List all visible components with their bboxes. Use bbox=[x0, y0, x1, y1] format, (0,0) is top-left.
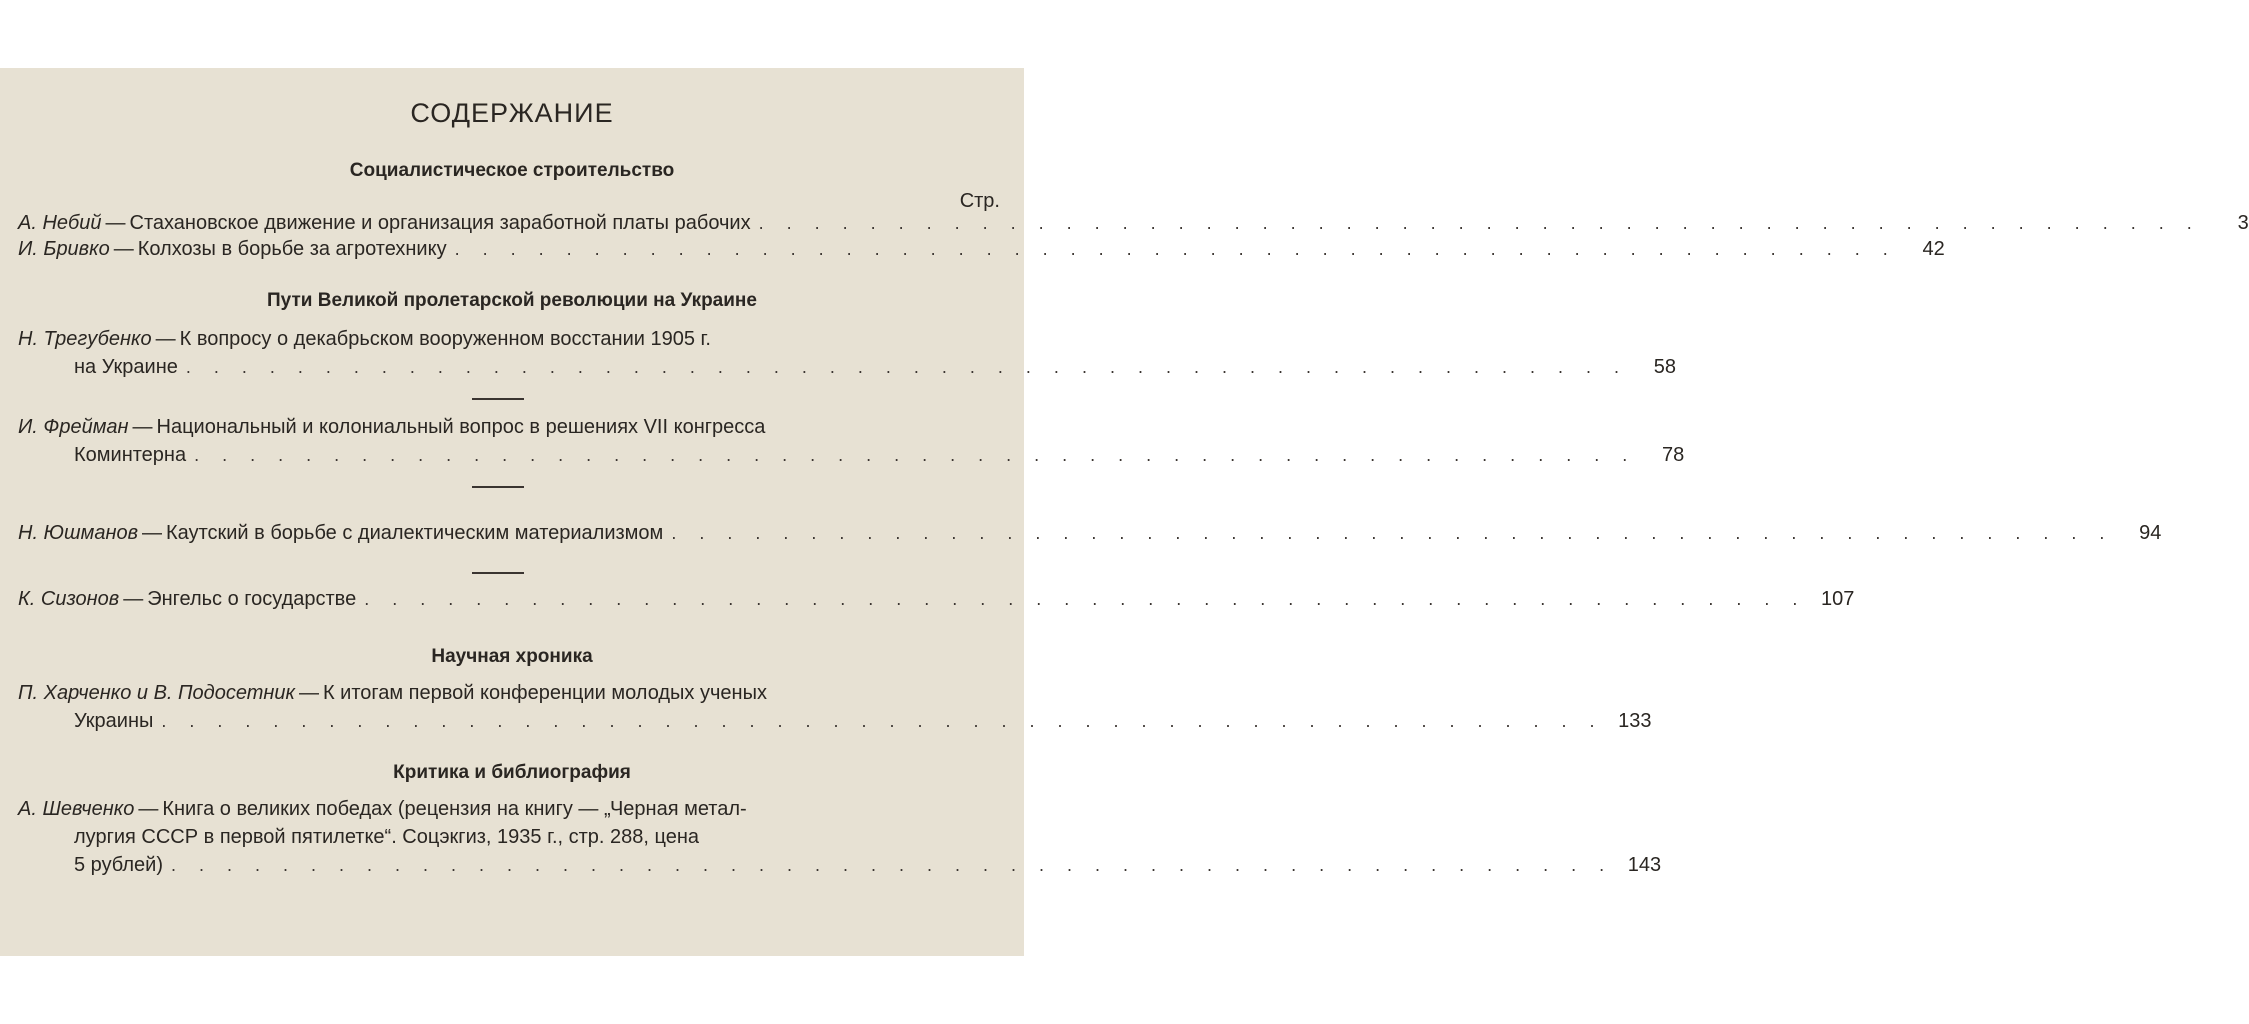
toc-entry: Н. Трегубенко — К вопросу о декабрьском вооруженном восстании 1905 г. на Украине . . . . . . . . . . . . . . . . . . . . . . . . . . . . . . . . . . . . . . . . . . . . . . . . . . . . 58 bbox=[18, 328, 1676, 378]
toc-entry: И. Фрейман — Национальный и колониальный вопрос в решениях VII конгресса Коминтерна . . . . . . . . . . . . . . . . . . . . . . . . . . . . . . . . . . . . . . . . . . . . . . . . . . . . 78 bbox=[18, 416, 1685, 466]
entry-page-number: 107 bbox=[1820, 588, 1855, 610]
section-heading-socialist-construction: Социалистическое строительство bbox=[349, 160, 675, 181]
entry-title-continued: лургия СССР в первой пятилетке“. Соцэкгиз, 1935 г., стр. 288, цена bbox=[74, 826, 700, 848]
entry-author: И. Бривко bbox=[18, 238, 110, 260]
separator-rule bbox=[472, 398, 524, 400]
leader-dots: . . . . . . . . . . . . . . . . . . . . . . . . . . . . . . . . . . . . . . . . . . . . . . . . . . . . bbox=[758, 213, 2201, 233]
entry-title: Национальный и колониальный вопрос в решениях VII конгресса bbox=[156, 416, 766, 438]
entry-title: Каутский в борьбе с диалектическим материализмом bbox=[166, 522, 664, 544]
entry-author: А. Небий bbox=[18, 212, 102, 234]
leader-dots: . . . . . . . . . . . . . . . . . . . . . . . . . . . . . . . . . . . . . . . . . . . . . . . . . . . . bbox=[671, 523, 2114, 543]
page-title: СОДЕРЖАНИЕ bbox=[410, 98, 614, 128]
separator-rule bbox=[472, 572, 524, 574]
entry-title: Книга о великих победах (рецензия на книгу — „Черная метал- bbox=[162, 798, 747, 820]
entry-title: Колхозы в борьбе за агротехнику bbox=[137, 238, 447, 260]
entry-page-number: 42 bbox=[1922, 238, 1945, 260]
entry-page-number: 3 bbox=[2237, 212, 2249, 234]
leader-dots: . . . . . . . . . . . . . . . . . . . . . . . . . . . . . . . . . . . . . . . . . . . . . . . . . . . . bbox=[194, 445, 1637, 465]
toc-entry: И. Бривко — Колхозы в борьбе за агротехнику . . . . . . . . . . . . . . . . . . . . . . . . . . . . . . . . . . . . . . . . . . . . . . . . . . . . 42 bbox=[18, 238, 1945, 260]
section-heading-scientific-chronicle: Научная хроника bbox=[431, 646, 593, 667]
entry-author: К. Сизонов bbox=[18, 588, 120, 610]
leader-dots: . . . . . . . . . . . . . . . . . . . . . . . . . . . . . . . . . . . . . . . . . . . . . . . . . . . . bbox=[364, 589, 1807, 609]
entry-page-number: 143 bbox=[1627, 854, 1662, 876]
toc-entry: А. Небий — Стахановское движение и организация заработной платы рабочих . . . . . . . . . . . . . . . . . . . . . . . . . . . . . . . . . . . . . . . . . . . . . . . . . . . . 3 bbox=[18, 212, 2249, 234]
toc-entry: Н. Юшманов — Каутский в борьбе с диалектическим материализмом . . . . . . . . . . . . . . . . . . . . . . . . . . . . . . . . . . . . . . . . . . . . . . . . . . . . 94 bbox=[18, 522, 2162, 544]
toc-entry: А. Шевченко — Книга о великих победах (рецензия на книгу — „Черная метал- лургия СССР в первой пятилетке“. Соцэкгиз, 1935 г., стр. 288, цена 5 рублей) . . . . . . . . . . . . . . . . . . . . . . . . . . . . . . . . . . . . . . . . . . . . . . . . . . . . 143 bbox=[18, 798, 1662, 876]
leader-dots: . . . . . . . . . . . . . . . . . . . . . . . . . . . . . . . . . . . . . . . . . . . . . . . . . . . . bbox=[454, 239, 1897, 259]
entry-author: Н. Юшманов bbox=[18, 522, 139, 544]
entry-author: А. Шевченко bbox=[18, 798, 135, 820]
book-page bbox=[0, 68, 2249, 956]
entry-author: Н. Трегубенко bbox=[18, 328, 152, 350]
section-heading-revolution-ukraine: Пути Великой пролетарской революции на Украине bbox=[267, 290, 757, 311]
section-heading-criticism-bibliography: Критика и библиография bbox=[393, 762, 631, 783]
leader-dots: . . . . . . . . . . . . . . . . . . . . . . . . . . . . . . . . . . . . . . . . . . . . . . . . . . . . bbox=[185, 357, 1628, 377]
leader-dots: . . . . . . . . . . . . . . . . . . . . . . . . . . . . . . . . . . . . . . . . . . . . . . . . . . . . bbox=[161, 711, 1604, 731]
toc-entry: К. Сизонов — Энгельс о государстве . . . . . . . . . . . . . . . . . . . . . . . . . . . . . . . . . . . . . . . . . . . . . . . . . . . . 107 bbox=[18, 588, 1855, 610]
entry-title-continued: Коминтерна bbox=[74, 444, 187, 466]
entry-page-number: 94 bbox=[2139, 522, 2162, 544]
entry-page-number: 78 bbox=[1661, 444, 1685, 466]
entry-title: Стахановское движение и организация заработной платы рабочих bbox=[129, 212, 751, 234]
entry-page-number: 133 bbox=[1618, 710, 1652, 732]
entry-author: П. Харченко и В. Подосетник bbox=[18, 682, 295, 704]
entry-title: Энгельс о государстве bbox=[147, 588, 357, 610]
toc-entry: П. Харченко и В. Подосетник — К итогам первой конференции молодых ученых Украины . . . . . . . . . . . . . . . . . . . . . . . . . . . . . . . . . . . . . . . . . . . . . . . . . . . . 133 bbox=[18, 682, 1652, 732]
page-column-label: Стр. bbox=[959, 190, 1000, 212]
leader-dots: . . . . . . . . . . . . . . . . . . . . . . . . . . . . . . . . . . . . . . . . . . . . . . . . . . . . bbox=[170, 855, 1614, 875]
entry-title: К итогам первой конференции молодых ученых bbox=[322, 682, 767, 704]
entry-author: И. Фрейман bbox=[18, 416, 129, 438]
entry-title-continued: Украины bbox=[74, 710, 154, 732]
entry-title-continued: на Украине bbox=[74, 356, 178, 378]
entry-title: К вопросу о декабрьском вооруженном восстании 1905 г. bbox=[179, 328, 711, 350]
separator-rule bbox=[472, 486, 524, 488]
entry-page-number: 58 bbox=[1653, 356, 1676, 378]
entry-title-continued: 5 рублей) bbox=[74, 854, 163, 876]
